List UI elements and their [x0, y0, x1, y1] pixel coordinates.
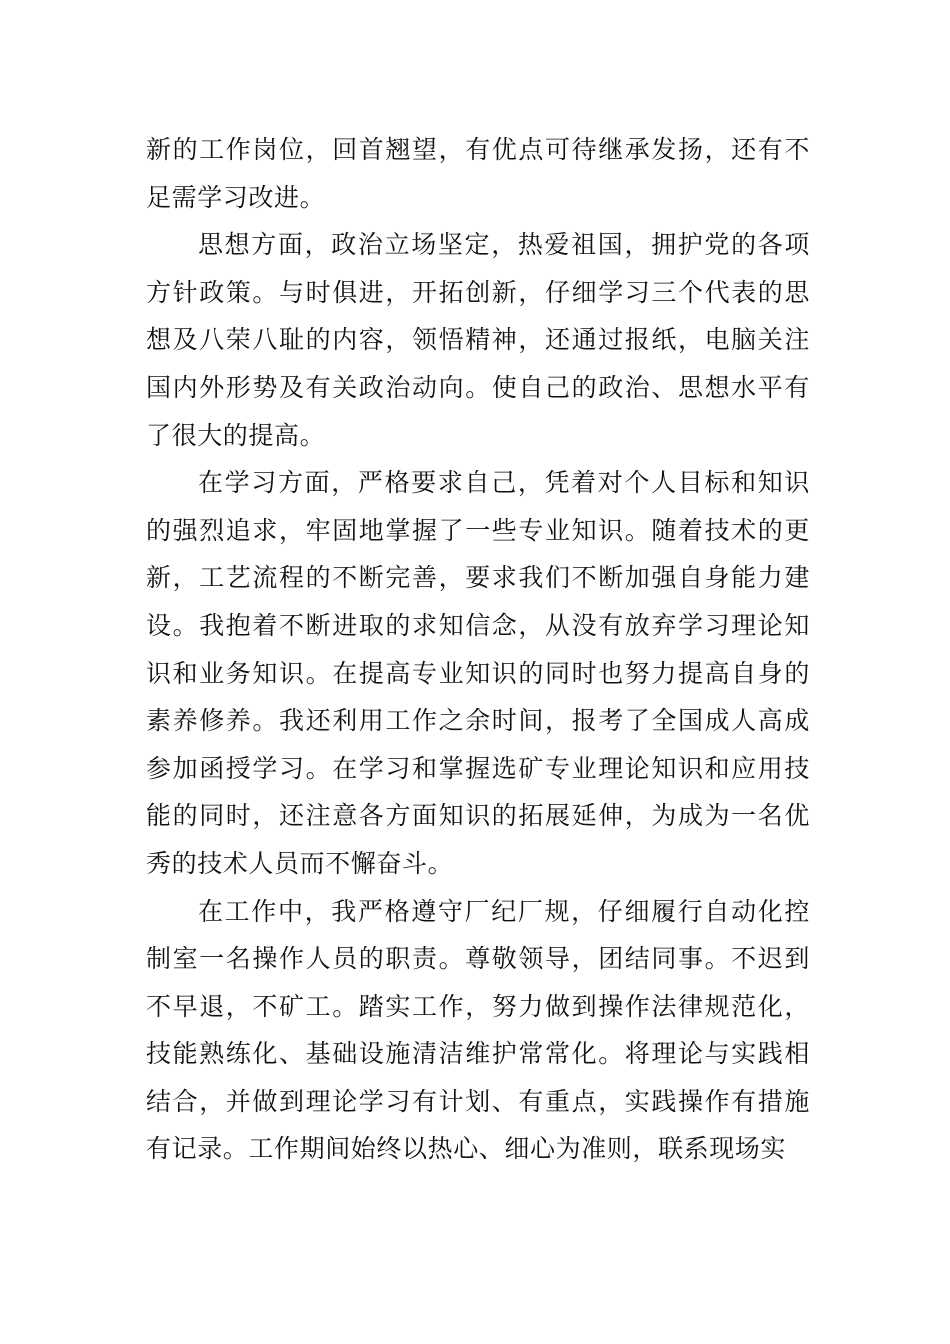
- paragraph-continuation: 新的工作岗位，回首翘望，有优点可待继承发扬，还有不足需学习改进。: [146, 135, 810, 212]
- paragraph-study: 在学习方面，严格要求自己，凭着对个人目标和知识的强烈追求，牢固地掌握了一些专业知识。随着技术的更新，工艺流程的不断完善，要求我们不断加强自身能力建设。我抱着不断进取的求知信念，从没有放弃学习理论知识和业务知识。在提高专业知识的同时也努力提高自身的素养修养。我还利用工作之余时间，报考了全国成人高成参加函授学习。在学习和掌握选矿专业理论知识和应用技能的同时，还注意各方面知识的拓展延伸，为成为一名优秀的技术人员而不懈奋斗。: [146, 468, 810, 878]
- paragraph-work: 在工作中，我严格遵守厂纪厂规，仔细履行自动化控制室一名操作人员的职责。尊敬领导，团结同事。不迟到不早退，不矿工。踏实工作，努力做到操作法律规范化，技能熟练化、基础设施清洁维护常常化。将理论与实践相结合，并做到理论学习有计划、有重点，实践操作有措施有记录。工作期间始终以热心、细心为准则，联系现场实: [146, 896, 810, 1164]
- document-body: [146, 126, 810, 1173]
- paragraph-ideology: 思想方面，政治立场坚定，热爱祖国，拥护党的各项方针政策。与时俱进，开拓创新，仔细学习三个代表的思想及八荣八耻的内容，领悟精神，还通过报纸，电脑关注国内外形势及有关政治动向。使自己的政治、思想水平有了很大的提高。: [146, 230, 810, 450]
